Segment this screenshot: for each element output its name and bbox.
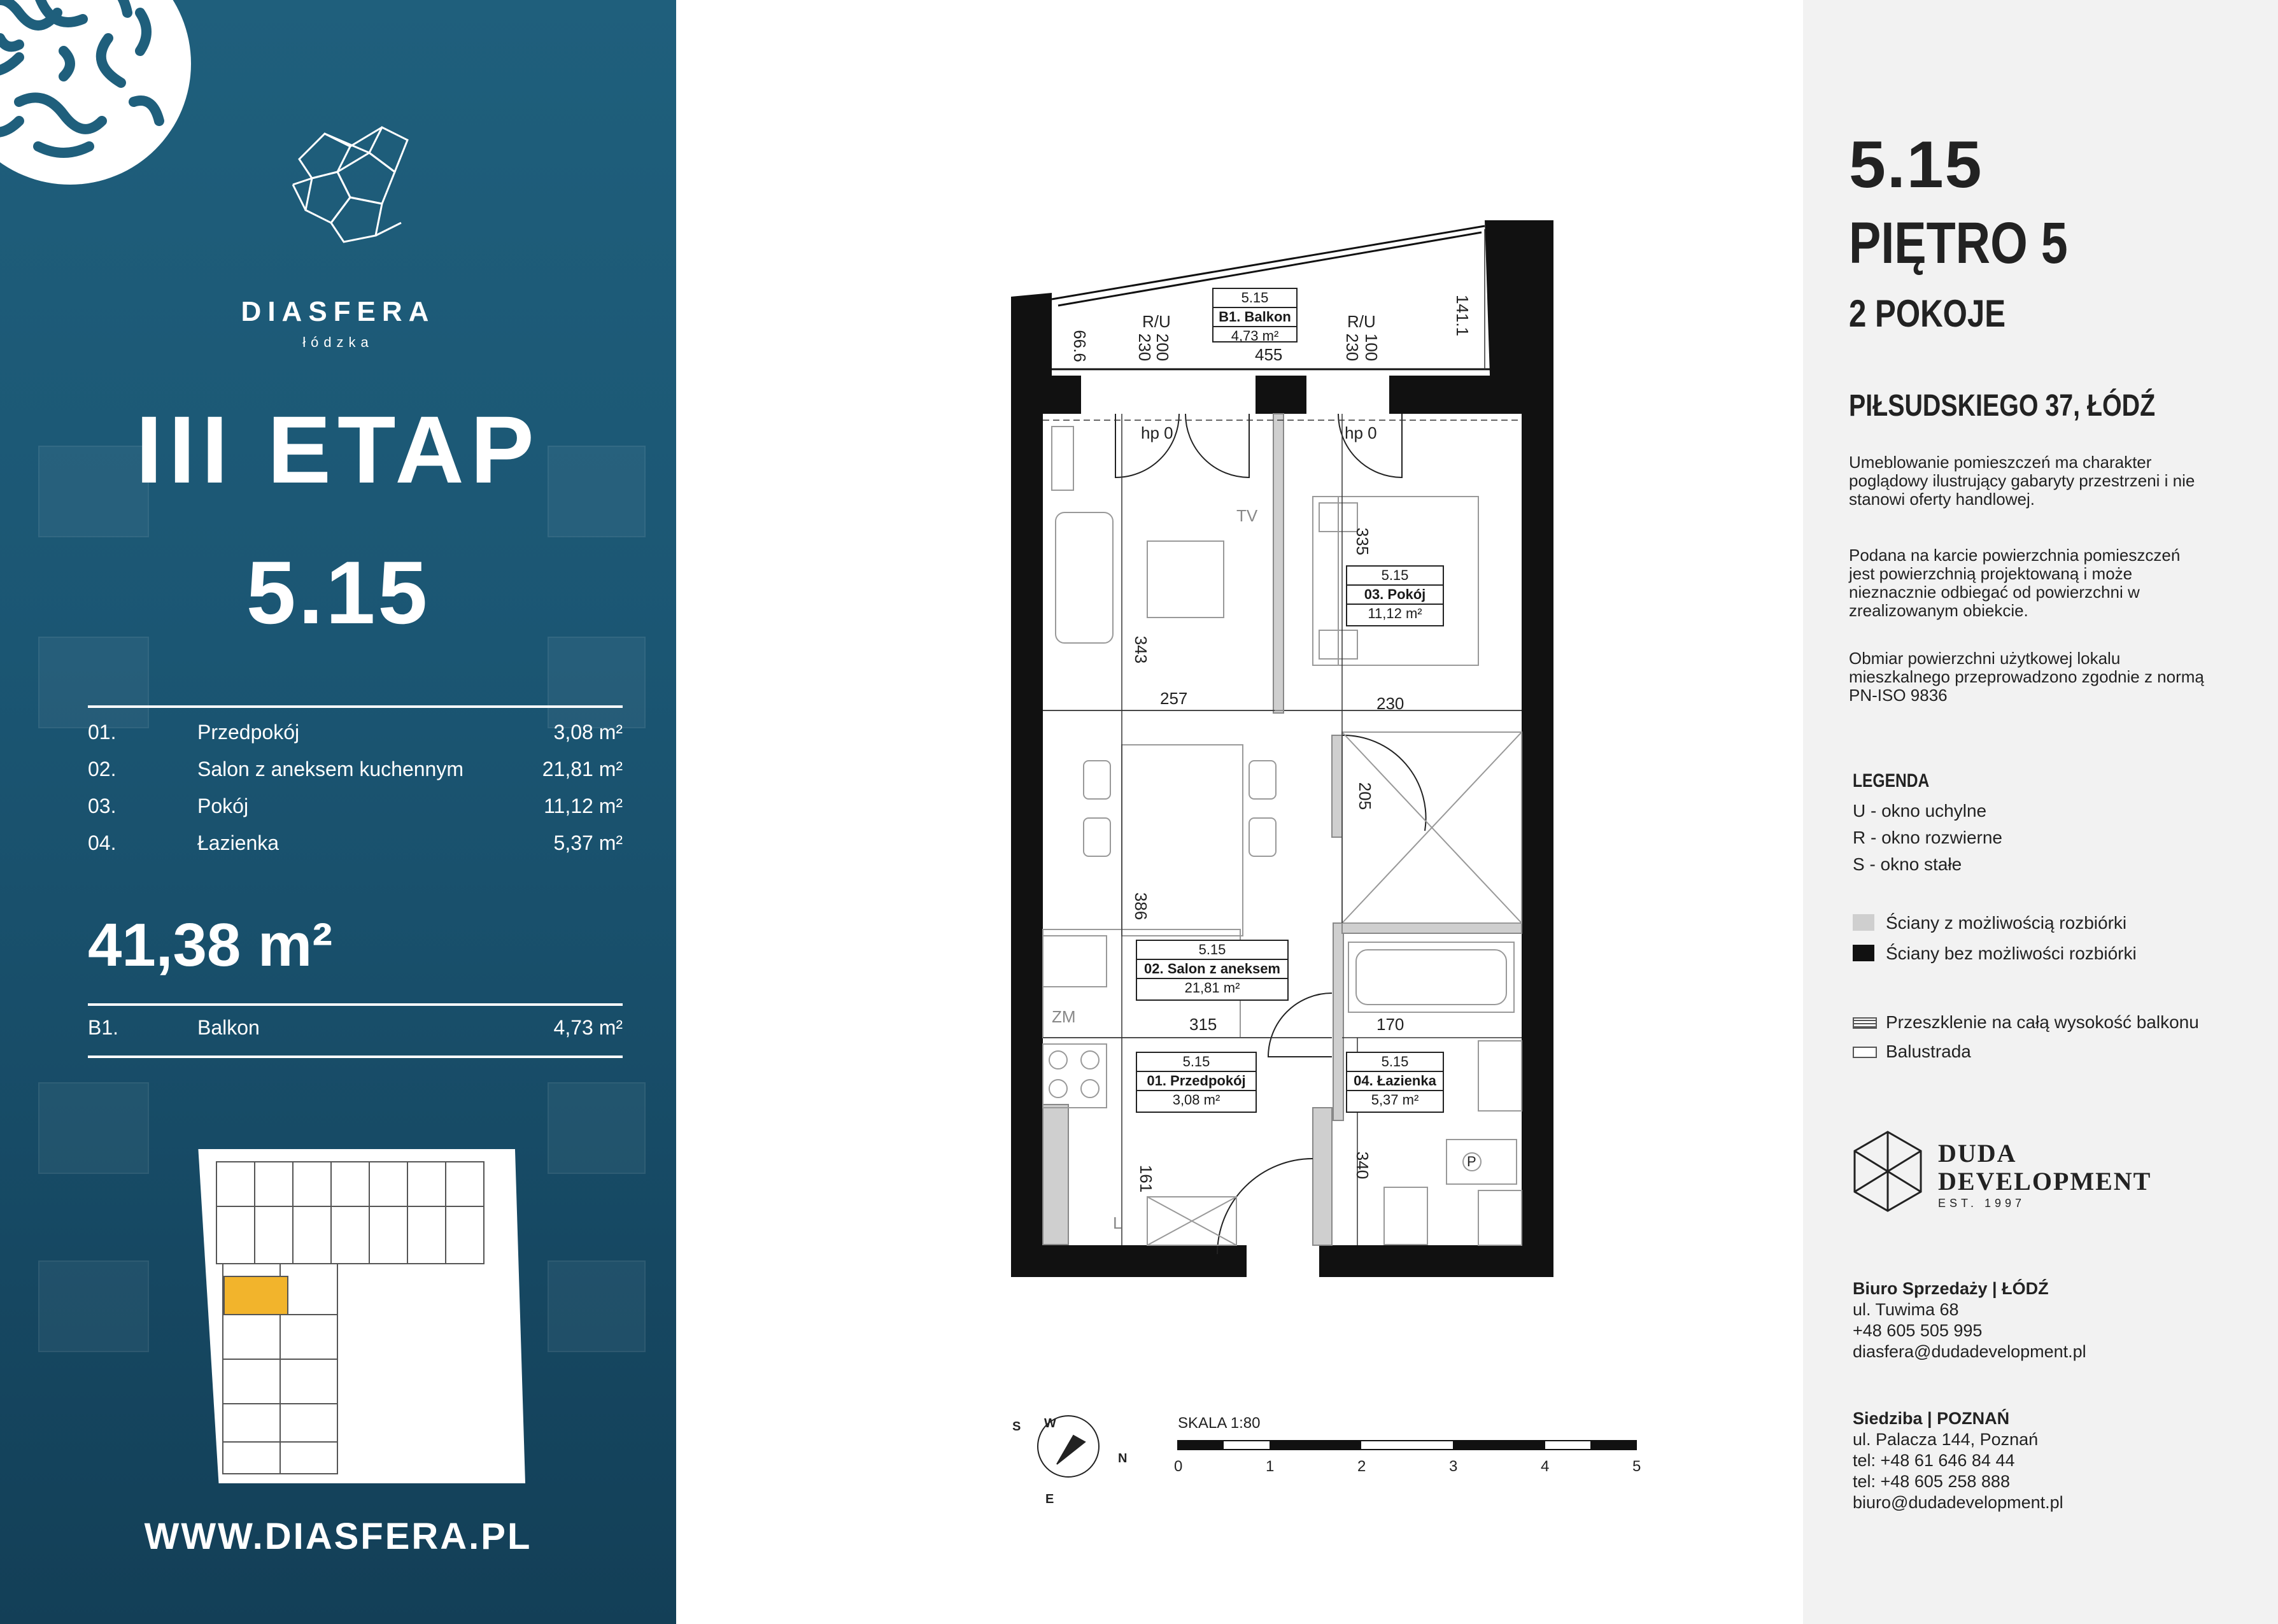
room-no: 02. (88, 758, 117, 780)
compass-east: E (1045, 1492, 1054, 1506)
legend-swatch-removable (1853, 914, 1874, 931)
dimension-label: 315 (1189, 1015, 1217, 1034)
legend-walls-fixed: Ściany bez możliwości rozbiórki (1886, 943, 2137, 963)
developer-name-2: DEVELOPMENT (1938, 1167, 2152, 1196)
room-label-pokoj (1346, 565, 1444, 626)
total-area: 41,38 m² (88, 911, 333, 979)
balcony-box-unit: 5.15 (1241, 290, 1269, 306)
note-area: Podana na karcie powierzchnia pomieszczeń jest powierzchnią projektowaną i może nieznacznie odbiegać od powierzchni w zrealizowanym obiekcie. (1849, 546, 2181, 620)
divider (88, 1056, 623, 1058)
room-name: Pokój (197, 794, 249, 817)
sales-office-phone[interactable]: +48 605 505 995 (1853, 1321, 1983, 1340)
duda-development-logo-icon (1853, 1130, 1923, 1213)
balcony-row (88, 1016, 623, 1048)
room-row (88, 721, 623, 752)
legend-swatch-balustrade (1853, 1047, 1877, 1058)
dimension-label: 200 (1153, 333, 1173, 362)
room-label-unit: 5.15 (1381, 1054, 1409, 1070)
right-panel (1803, 0, 2278, 1624)
left-panel (0, 0, 676, 1624)
room-name: Salon z aneksem kuchennym (197, 758, 463, 780)
room-label-area: 5,37 m² (1371, 1092, 1419, 1108)
sales-office-address: ul. Tuwima 68 (1853, 1300, 1959, 1319)
compass-north: W (1044, 1416, 1056, 1430)
legend-swatch-fixed (1853, 945, 1874, 961)
room-count: 2 POKOJE (1849, 292, 2006, 335)
dimension-label: 230 (1135, 333, 1155, 362)
legend-swatch-glazing (1853, 1017, 1877, 1029)
room-row (88, 758, 623, 789)
dimension-label: 230 (1343, 333, 1362, 362)
note-furniture: Umeblowanie pomieszczeń ma charakter poglądowy ilustrujący gabaryty przestrzeni i nie stanowi oferty handlowej. (1849, 453, 2195, 509)
tv-label: TV (1236, 506, 1258, 525)
room-label-lazienka (1346, 1052, 1444, 1113)
brand-name: DIASFERA (241, 296, 435, 327)
room-label-unit: 5.15 (1198, 942, 1226, 957)
room-label-area: 11,12 m² (1368, 605, 1422, 621)
building-minimap (185, 1149, 525, 1483)
website-link[interactable]: WWW.DIASFERA.PL (144, 1516, 532, 1557)
legend-window-s: S - okno stałe (1853, 854, 1962, 874)
compass-south: S (1012, 1420, 1021, 1434)
legend-balustrade: Balustrada (1886, 1041, 1971, 1061)
room-no: 04. (88, 831, 117, 854)
room-row (88, 831, 623, 863)
dimension-label: 205 (1355, 782, 1375, 810)
room-label-name: 02. Salon z aneksem (1137, 959, 1287, 979)
headquarters (1853, 1408, 2235, 1513)
dimension-label: 141.1 (1453, 294, 1473, 337)
room-label-area: 3,08 m² (1172, 1092, 1220, 1108)
dimension-label: 161 (1136, 1164, 1156, 1193)
divider (88, 1003, 623, 1006)
scale-tick: 1 (1266, 1458, 1275, 1475)
scale-tick: 4 (1541, 1458, 1550, 1475)
room-label-przedpokoj (1136, 1052, 1257, 1113)
room-area: 21,81 m² (542, 758, 623, 780)
note-measurement: Obmiar powierzchni użytkowej lokalu mieszkalnego przeprowadzono zgodnie z normą PN-ISO 9836 (1849, 649, 2204, 705)
room-label-name: 04. Łazienka (1347, 1071, 1443, 1091)
unit-number: 5.15 (246, 542, 430, 642)
dimension-label: 100 (1362, 333, 1382, 362)
room-no: 01. (88, 721, 117, 744)
threshold-label: hp 0 (1345, 423, 1377, 442)
scale-title: SKALA 1:80 (1178, 1415, 1261, 1432)
scale-bar (1178, 1441, 1636, 1450)
legend-window-u: U - okno uchylne (1853, 801, 1987, 821)
balcony-box-name: B1. Balkon (1213, 307, 1296, 327)
address: PIŁSUDSKIEGO 37, ŁÓDŹ (1849, 389, 2156, 423)
dimension-label: 257 (1160, 689, 1188, 708)
balcony-name: Balkon (197, 1016, 260, 1039)
balcony-label-box (1212, 288, 1298, 342)
dimension-label: 66.6 (1070, 330, 1089, 362)
unit-number: 5.15 (1849, 128, 1983, 202)
hq-address: ul. Palacza 144, Poznań (1853, 1430, 2039, 1449)
hq-phone-2[interactable]: tel: +48 605 258 888 (1853, 1472, 2010, 1491)
room-name: Przedpokój (197, 721, 300, 744)
balcony-no: B1. (88, 1016, 119, 1039)
room-label-salon (1136, 940, 1289, 1001)
legend-walls-removable: Ściany z możliwością rozbiórki (1886, 913, 2127, 933)
diasfera-logo-icon (274, 102, 427, 267)
room-label-name: 01. Przedpokój (1137, 1071, 1256, 1091)
highlighted-unit (224, 1276, 288, 1315)
dimension-label: 230 (1376, 694, 1404, 713)
legend-glazing: Przeszklenie na całą wysokość balkonu (1886, 1012, 2199, 1032)
sales-office-email[interactable]: diasfera@dudadevelopment.pl (1853, 1342, 2086, 1361)
balcony-box-area: 4,73 m² (1231, 328, 1279, 344)
compass-north-letter: N (1118, 1451, 1128, 1465)
hq-email[interactable]: biuro@dudadevelopment.pl (1853, 1493, 2063, 1512)
developer-name-1: DUDA (1938, 1139, 2017, 1168)
brand-subtitle: łódzka (302, 334, 374, 350)
room-label-unit: 5.15 (1182, 1054, 1210, 1070)
legend-window-r: R - okno rozwierne (1853, 828, 2002, 847)
hq-phone-1[interactable]: tel: +48 61 646 84 44 (1853, 1451, 2015, 1470)
drain-label: P (1467, 1154, 1476, 1169)
balcony-area: 4,73 m² (553, 1016, 623, 1039)
floor-label: PIĘTRO 5 (1849, 211, 2068, 276)
room-label-area: 21,81 m² (1184, 980, 1240, 996)
window-type-label: R/U (1142, 312, 1171, 331)
room-row (88, 794, 623, 826)
floor-plan (676, 0, 1803, 1624)
etap-title: III ETAP (136, 396, 541, 503)
fridge-label: ZM (1052, 1007, 1076, 1026)
hq-title: Siedziba | POZNAŃ (1853, 1409, 2010, 1428)
pattern-circle-icon (0, 0, 197, 191)
sales-office (1853, 1278, 2235, 1362)
developer-est: EST. 1997 (1938, 1197, 2026, 1210)
dimension-label: 386 (1131, 892, 1151, 921)
dimension-label: 335 (1353, 527, 1373, 556)
room-no: 03. (88, 794, 117, 817)
window-type-label: R/U (1347, 312, 1376, 331)
threshold-label: hp 0 (1141, 423, 1173, 442)
divider (88, 705, 623, 708)
dimension-label: 170 (1376, 1015, 1404, 1034)
room-name: Łazienka (197, 831, 279, 854)
room-label-name: 03. Pokój (1347, 584, 1443, 605)
scale-tick: 0 (1174, 1458, 1183, 1475)
floor-plan-drawing (676, 0, 1803, 1624)
legend-title: LEGENDA (1853, 770, 1930, 791)
scale-tick: 5 (1632, 1458, 1641, 1475)
dimension-label: 340 (1353, 1151, 1373, 1180)
wardrobe-label: L (1113, 1213, 1122, 1232)
dimension-label: 455 (1255, 345, 1283, 364)
dimension-label: 343 (1131, 635, 1151, 664)
sales-office-title: Biuro Sprzedaży | ŁÓDŹ (1853, 1279, 2049, 1298)
room-area: 3,08 m² (553, 721, 623, 744)
scale-tick: 2 (1357, 1458, 1366, 1475)
scale-tick: 3 (1449, 1458, 1458, 1475)
room-label-unit: 5.15 (1381, 567, 1409, 583)
room-area: 5,37 m² (553, 831, 623, 854)
room-area: 11,12 m² (544, 794, 623, 817)
